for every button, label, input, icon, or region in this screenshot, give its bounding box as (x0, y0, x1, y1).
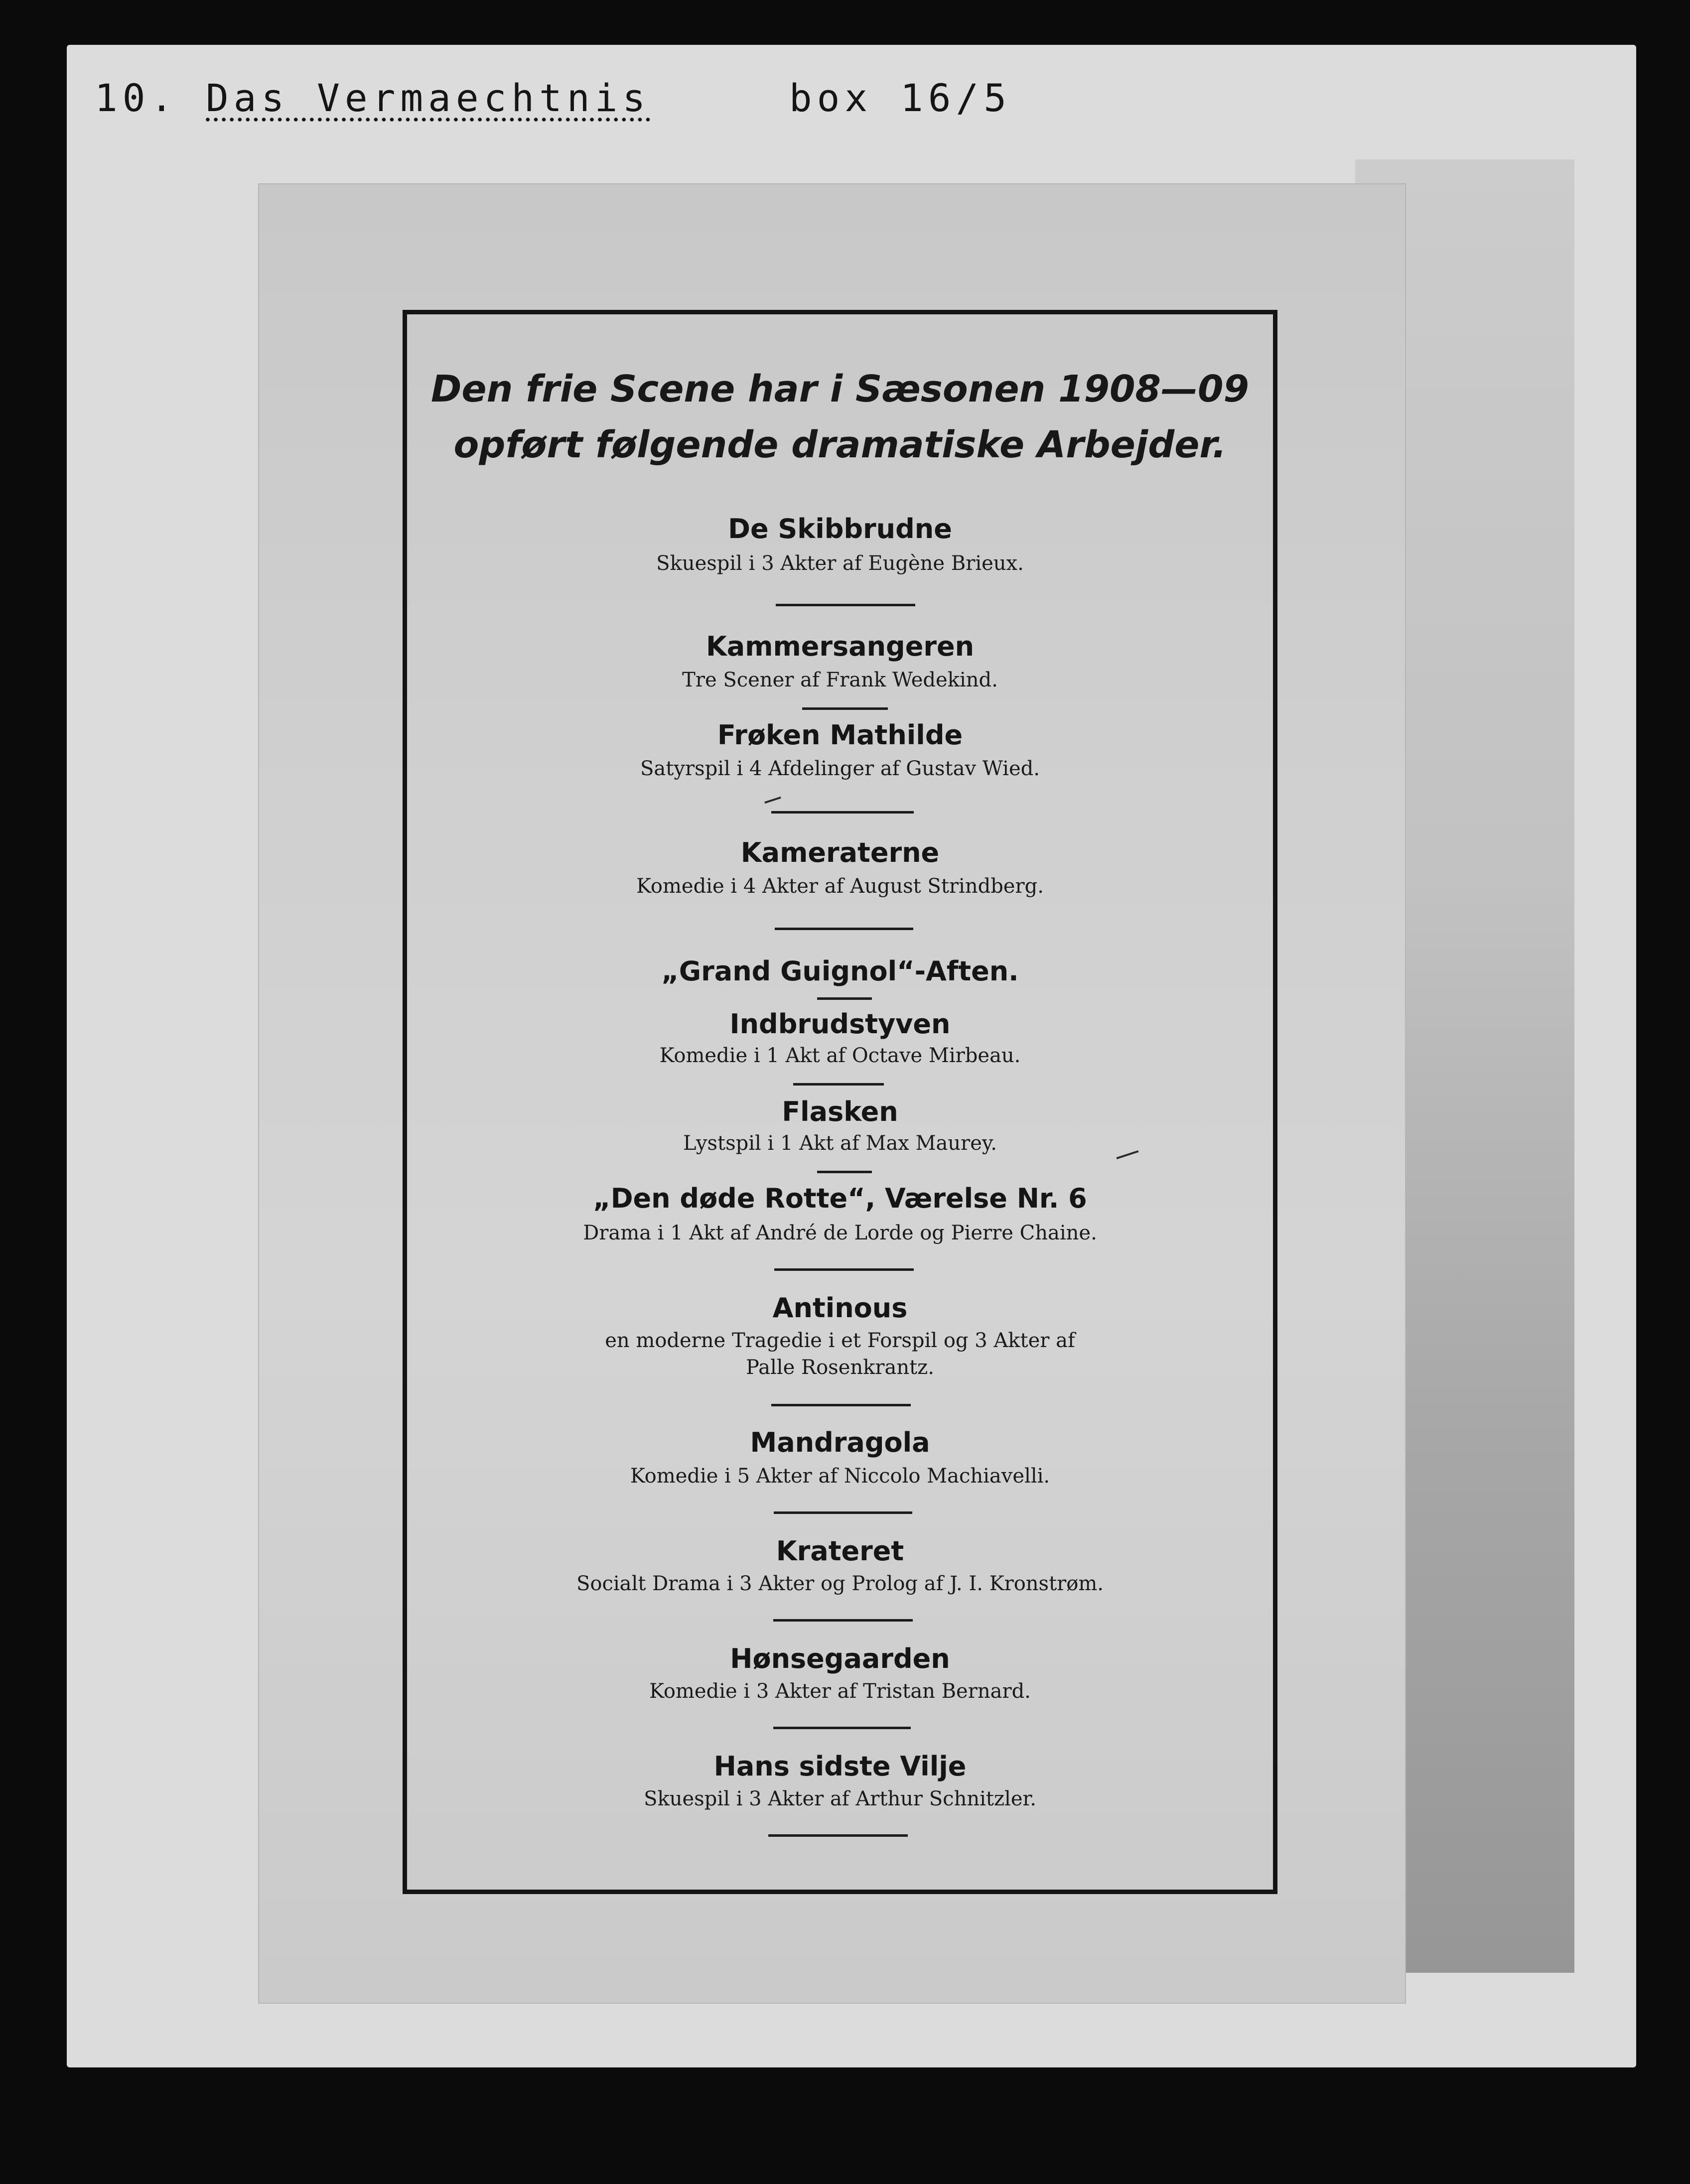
work-title: „Grand Guignol“-Aften. (661, 956, 1019, 987)
divider-rule (817, 1171, 872, 1173)
work-subtitle: Drama i 1 Akt af André de Lorde og Pierre Chaine. (583, 1222, 1097, 1244)
work-title: Frøken Mathilde (717, 719, 963, 751)
work-title: „Den døde Rotte“, Værelse Nr. 6 (593, 1183, 1087, 1214)
divider-rule (771, 811, 914, 814)
divider-rule (774, 1511, 912, 1514)
divider-rule (817, 997, 872, 1000)
divider-rule (776, 604, 915, 606)
work-title: Hans sidste Vilje (713, 1751, 967, 1782)
work-title: Krateret (776, 1535, 904, 1567)
divider-rule (793, 1083, 884, 1086)
divider-rule (775, 928, 913, 930)
work-subtitle: Komedie i 4 Akter af August Strindberg. (636, 875, 1044, 898)
work-subtitle: Lystspil i 1 Akt af Max Maurey. (683, 1132, 997, 1155)
work-subtitle: Skuespil i 3 Akter af Eugène Brieux. (656, 552, 1024, 575)
work-title: Indbrudstyven (729, 1008, 951, 1040)
header-number: 10. (95, 76, 178, 120)
work-title: Hønsegaarden (730, 1643, 950, 1674)
work-subtitle: Skuespil i 3 Akter af Arthur Schnitzler. (644, 1787, 1036, 1810)
divider-rule (773, 1619, 913, 1622)
work-subtitle: en moderne Tragedie i et Forspil og 3 Akter af (605, 1329, 1075, 1352)
work-subtitle: Tre Scener af Frank Wedekind. (682, 669, 998, 691)
work-title: Mandragola (750, 1427, 930, 1458)
work-subtitle: Komedie i 5 Akter af Niccolo Machiavelli. (630, 1465, 1050, 1488)
divider-rule (771, 1404, 911, 1406)
divider-rule (768, 1834, 908, 1837)
work-subtitle: Socialt Drama i 3 Akter og Prolog af J. I. Kronstrøm. (576, 1572, 1104, 1595)
program-heading-line2: opført følgende dramatiske Arbejder. (453, 423, 1227, 466)
work-subtitle: Satyrspil i 4 Afdelinger af Gustav Wied. (640, 757, 1040, 780)
work-subtitle: Komedie i 1 Akt af Octave Mirbeau. (659, 1044, 1021, 1067)
divider-rule (774, 1268, 914, 1271)
work-title: Antinous (772, 1292, 908, 1324)
archive-header (95, 76, 1011, 120)
work-title: De Skibbrudne (728, 513, 952, 545)
divider-rule (773, 1727, 911, 1729)
work-title: Kammersangeren (705, 631, 975, 662)
header-title: Das Vermaechtnis (206, 76, 651, 120)
work-title: Flasken (782, 1096, 898, 1127)
work-subtitle-continued: Palle Rosenkrantz. (746, 1356, 934, 1379)
header-box: box 16/5 (789, 76, 1011, 120)
divider-rule (802, 707, 888, 710)
work-title: Kameraterne (740, 837, 940, 868)
work-subtitle: Komedie i 3 Akter af Tristan Bernard. (649, 1680, 1031, 1703)
program-heading-line1: Den frie Scene har i Sæsonen 1908—09 (430, 368, 1250, 410)
